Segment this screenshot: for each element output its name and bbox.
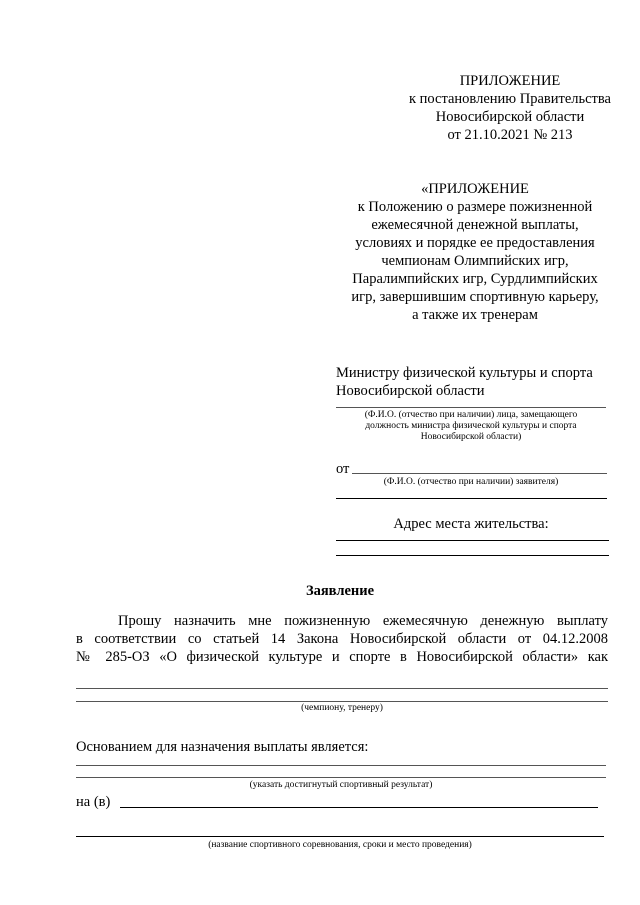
applicant-name-line	[352, 473, 607, 474]
appendix-line: чемпионам Олимпийских игр,	[381, 253, 569, 269]
date-place-line	[120, 807, 598, 808]
status-line	[76, 701, 608, 702]
header-block	[380, 72, 640, 144]
appendix-title: «ПРИЛОЖЕНИЕ	[421, 181, 529, 197]
addressee-line: Министру физической культуры и спорта	[336, 365, 593, 381]
appendix-line: а также их тренерам	[412, 307, 538, 323]
address-line	[336, 540, 609, 541]
addressee-block	[336, 364, 626, 400]
appendix-block	[325, 180, 625, 324]
competition-line	[76, 836, 604, 837]
address-line	[336, 555, 609, 556]
minister-hint: (Ф.И.О. (отчество при наличии) лица, замещающего должность министра физической культуры и спорта Новосибирской области)	[364, 410, 578, 442]
appendix-line: к Положению о размере пожизненной	[357, 199, 593, 215]
paragraph-line: № 285-ОЗ «О физической культуре и спорте в Новосибирской области» как	[76, 649, 608, 665]
result-line	[76, 777, 606, 778]
applicant-extra-line	[336, 498, 607, 499]
from-label: от	[336, 461, 350, 477]
paragraph-line: Прошу назначить мне пожизненную ежемесячную денежную выплату	[118, 613, 608, 629]
champion-hint: (чемпиону, тренеру)	[301, 703, 383, 713]
applicant-hint: (Ф.И.О. (отчество при наличии) заявителя)	[383, 477, 559, 487]
basis-label: Основанием для назначения выплаты является:	[76, 739, 369, 755]
header-title: ПРИЛОЖЕНИЕ	[459, 73, 561, 89]
paragraph-line: в соответствии со статьей 14 Закона Новосибирской области от 04.12.2008	[76, 631, 608, 647]
header-line: Новосибирской области	[435, 109, 585, 125]
address-label: Адрес места жительства:	[393, 516, 549, 532]
statement-paragraph	[76, 612, 608, 666]
minister-name-line	[336, 407, 606, 408]
result-hint: (указать достигнутый спортивный результат)	[249, 780, 433, 790]
appendix-line: условиях и порядке ее предоставления	[355, 235, 595, 251]
result-line	[76, 765, 606, 766]
statement-title: Заявление	[305, 583, 375, 599]
on-label: на (в)	[76, 794, 111, 810]
appendix-line: ежемесячной денежной выплаты,	[371, 217, 579, 233]
competition-hint: (название спортивного соревнования, сроки и место проведения)	[208, 840, 472, 850]
appendix-line: игр, завершившим спортивную карьеру,	[351, 289, 599, 305]
header-line: от 21.10.2021 № 213	[447, 127, 573, 143]
addressee-line: Новосибирской области	[336, 383, 485, 399]
appendix-line: Паралимпийских игр, Сурдлимпийских	[352, 271, 598, 287]
status-line	[76, 688, 608, 689]
header-line: к постановлению Правительства	[409, 91, 611, 107]
